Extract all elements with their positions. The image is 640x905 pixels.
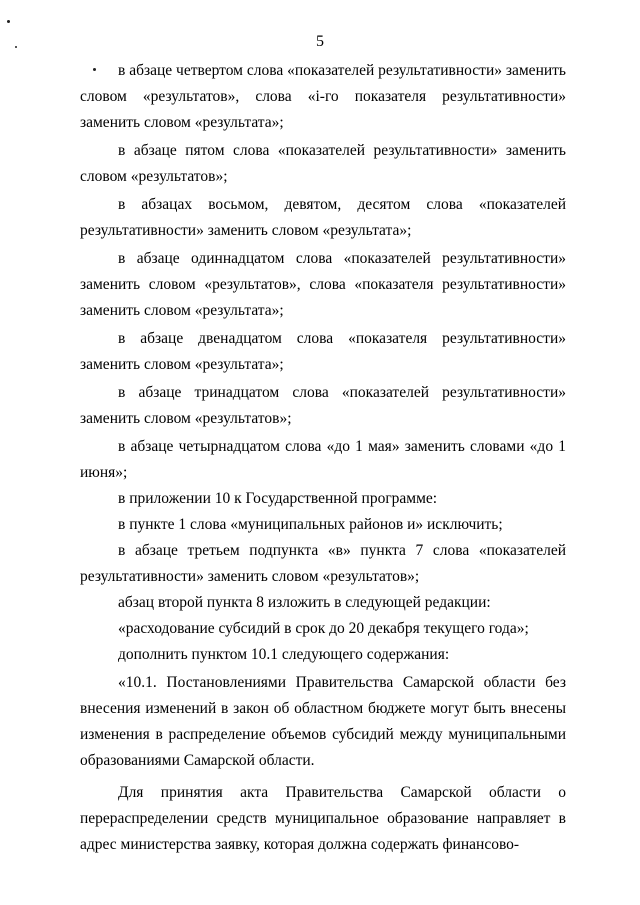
paragraph: в абзаце двенадцатом слова «показателя результативности» заменить словом «результата»; <box>80 330 566 373</box>
paragraph: «расходование субсидий в срок до 20 декабря текущего года»; <box>118 620 529 637</box>
page-number: 5 <box>316 33 324 50</box>
paragraph: в абзаце третьем подпункта «в» пункта 7 слова «показателей результативности» заменить словом «результатов»; <box>80 542 566 585</box>
paragraph: абзац второй пункта 8 изложить в следующей редакции: <box>118 594 491 611</box>
paragraph: «10.1. Постановлениями Правительства Самарской области без внесения изменений в закон об областном бюджете могут быть внесены изменения в распределение объемов субсидий между муниципальными образованиями Самарской области. <box>80 674 566 769</box>
paragraph: в пункте 1 слова «муниципальных районов и» исключить; <box>118 516 503 533</box>
paragraph: в приложении 10 к Государственной программе: <box>118 490 438 507</box>
paragraph: в абзаце тринадцатом слова «показателей результативности» заменить словом «результатов»; <box>80 384 566 427</box>
paragraph: дополнить пунктом 10.1 следующего содержания: <box>118 646 450 663</box>
paragraph: в абзаце одиннадцатом слова «показателей результативности» заменить словом «результатов», слова «показателя результативности» заменить словом «результата»; <box>80 250 566 319</box>
paragraph: в абзаце пятом слова «показателей результативности» заменить словом «результатов»; <box>80 142 566 185</box>
paragraph: в абзаце четвертом слова «показателей результативности» заменить словом «результатов», слова «i-го показателя результативности» заменить словом «результата»; <box>80 62 566 131</box>
document-body <box>80 58 566 858</box>
paragraph: в абзаце четырнадцатом слова «до 1 мая» заменить словами «до 1 июня»; <box>80 438 566 481</box>
scan-artifact-dot <box>7 20 10 23</box>
paragraph: Для принятия акта Правительства Самарской области о перераспределении средств муниципальное образование направляет в адрес министерства заявку, которая должна содержать финансово- <box>80 784 566 853</box>
paragraph: в абзацах восьмом, девятом, десятом слова «показателей результативности» заменить словом «результата»; <box>80 196 566 239</box>
